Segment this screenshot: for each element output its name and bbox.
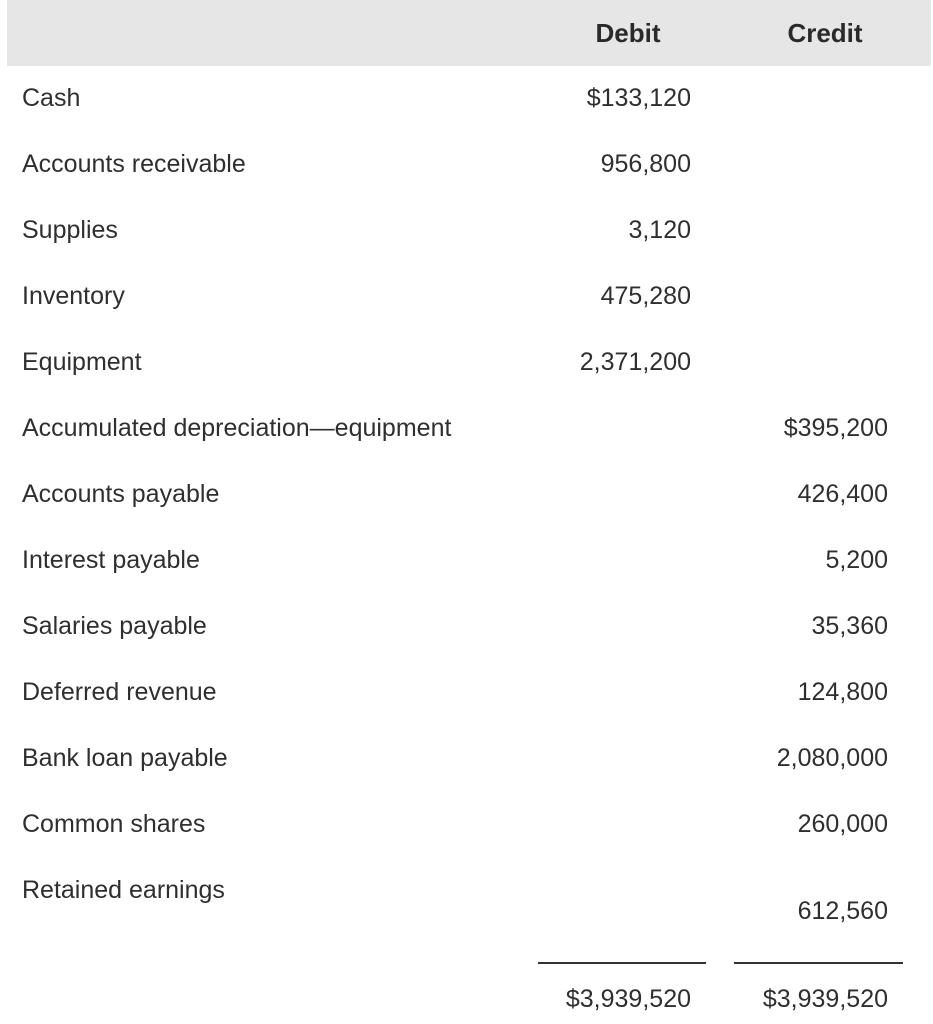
table-row [0,330,933,396]
debit-amount: 2,371,200 [579,348,691,376]
table-row [0,858,933,958]
debit-amount: $133,120 [586,84,691,112]
debit-amount: 956,800 [600,150,691,178]
account-name: Deferred revenue [22,678,217,706]
table-row [0,396,933,462]
table-row [0,462,933,528]
debit-total-rule [538,962,706,964]
credit-amount: 35,360 [811,612,888,640]
account-name: Supplies [22,216,118,244]
table-row [0,660,933,726]
account-name: Retained earnings [22,876,225,904]
credit-column-header: Credit [787,18,863,48]
table-row [0,66,933,132]
account-name: Common shares [22,810,206,838]
account-name: Interest payable [22,546,200,574]
table-row [0,264,933,330]
credit-amount: 124,800 [797,678,888,706]
account-name: Equipment [22,348,142,376]
credit-total-rule [734,962,903,964]
table-header [7,0,931,66]
credit-amount: 5,200 [825,546,888,574]
account-name: Bank loan payable [22,744,228,772]
account-name: Salaries payable [22,612,207,640]
table-row [0,198,933,264]
table-row [0,528,933,594]
account-name: Accumulated depreciation—equipment [22,414,452,442]
credit-amount: 426,400 [797,480,888,508]
credit-amount: $395,200 [783,414,888,442]
debit-amount: 3,120 [628,216,691,244]
table-row [0,594,933,660]
debit-amount: 475,280 [600,282,691,310]
account-name: Accounts receivable [22,150,246,178]
credit-amount: 2,080,000 [776,744,888,772]
credit-amount: 612,560 [797,897,888,925]
debit-column-header: Debit [595,18,661,48]
credit-amount: 260,000 [797,810,888,838]
table-row [0,726,933,792]
account-name: Inventory [22,282,125,310]
debit-total: $3,939,520 [565,985,691,1013]
table-row [0,792,933,858]
account-name: Cash [22,84,81,112]
account-name: Accounts payable [22,480,220,508]
table-row [0,132,933,198]
credit-total: $3,939,520 [762,985,888,1013]
